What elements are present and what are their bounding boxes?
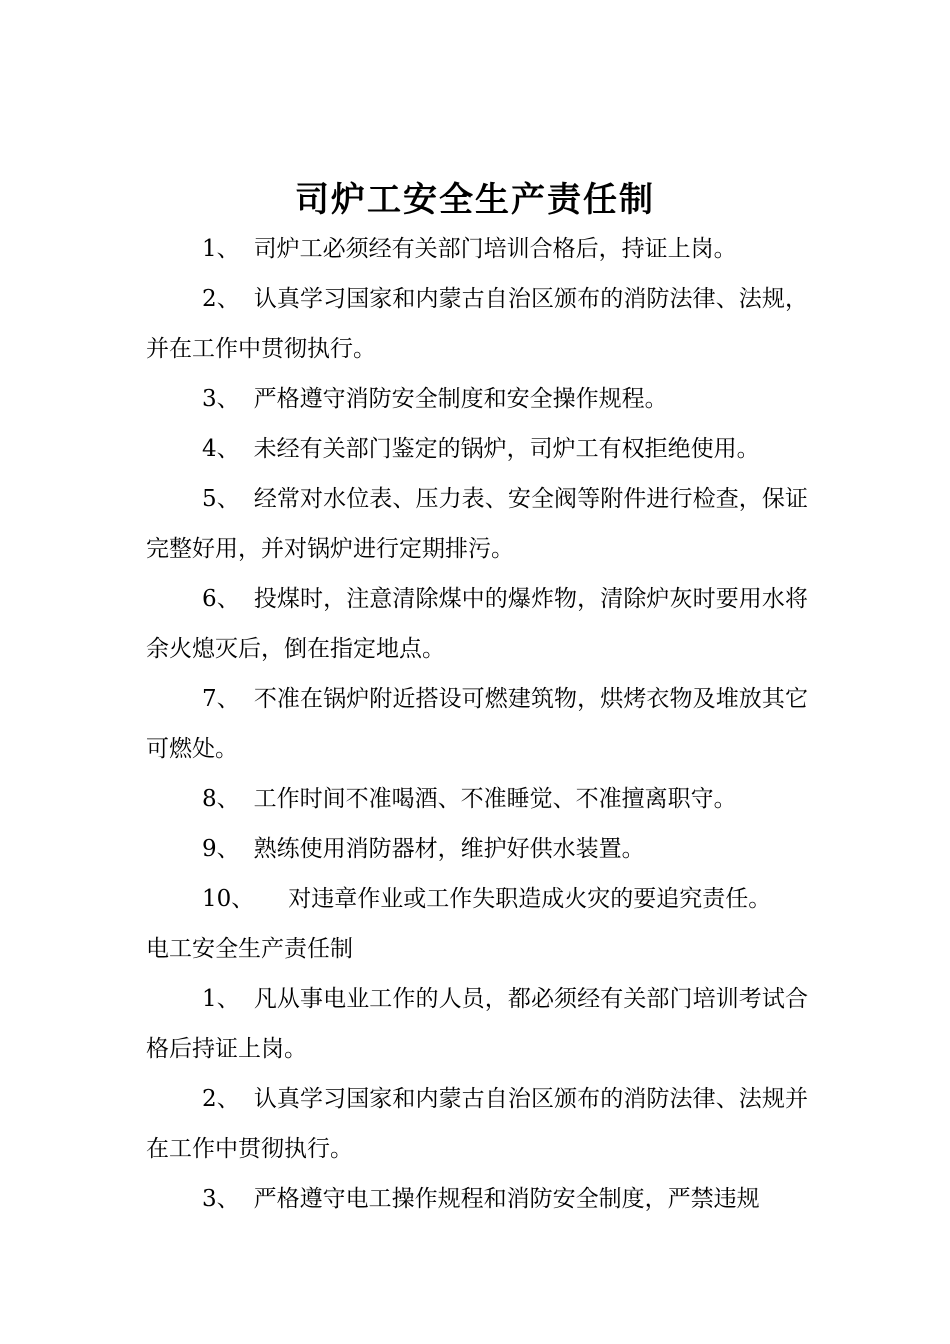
item-text: 严格遵守电工操作规程和消防安全制度，严禁违规 xyxy=(253,1186,760,1212)
item-number: 8、 xyxy=(202,786,240,812)
list-item xyxy=(146,1174,808,1224)
item-text: 严格遵守消防安全制度和安全操作规程。 xyxy=(253,386,668,412)
item-number: 2、 xyxy=(202,1086,240,1112)
item-text: 认真学习国家和内蒙古自治区颁布的消防法律、法规，并在工作中贯彻执行。 xyxy=(146,286,808,362)
list-item xyxy=(146,674,808,774)
item-text: 不准在锅炉附近搭设可燃建筑物，烘烤衣物及堆放其它可燃处。 xyxy=(146,686,808,762)
item-number: 2、 xyxy=(202,286,240,312)
item-number: 5、 xyxy=(202,486,240,512)
item-number: 10、 xyxy=(202,886,255,912)
item-text: 熟练使用消防器材，维护好供水装置。 xyxy=(253,836,645,862)
item-number: 4、 xyxy=(202,436,240,462)
item-text: 认真学习国家和内蒙古自治区颁布的消防法律、法规并在工作中贯彻执行。 xyxy=(146,1086,808,1162)
list-item xyxy=(146,474,808,574)
item-number: 1、 xyxy=(202,986,240,1012)
list-item xyxy=(146,274,808,374)
item-number: 1、 xyxy=(202,236,240,262)
item-number: 7、 xyxy=(202,686,240,712)
item-number: 6、 xyxy=(202,586,240,612)
list-item xyxy=(146,874,808,924)
item-text: 对违章作业或工作失职造成火灾的要追究责任。 xyxy=(288,886,772,912)
item-text: 未经有关部门鉴定的锅炉，司炉工有权拒绝使用。 xyxy=(253,436,760,462)
item-text: 司炉工必须经有关部门培训合格后，持证上岗。 xyxy=(253,236,737,262)
item-text: 凡从事电业工作的人员，都必须经有关部门培训考试合格后持证上岗。 xyxy=(146,986,808,1062)
document-title: 司炉工安全生产责任制 xyxy=(295,180,655,220)
item-text: 经常对水位表、压力表、安全阀等附件进行检查，保证完整好用，并对锅炉进行定期排污。 xyxy=(146,486,808,562)
item-text: 工作时间不准喝酒、不准睡觉、不准擅离职守。 xyxy=(253,786,737,812)
item-number: 3、 xyxy=(202,1186,240,1212)
list-item xyxy=(146,824,808,874)
list-item xyxy=(146,224,808,274)
item-number: 9、 xyxy=(202,836,240,862)
item-number: 3、 xyxy=(202,386,240,412)
list-item xyxy=(146,574,808,674)
list-item xyxy=(146,974,808,1074)
document-body xyxy=(146,224,808,1224)
item-text: 投煤时，注意清除煤中的爆炸物，清除炉灰时要用水将余火熄灭后，倒在指定地点。 xyxy=(146,586,808,662)
list-item xyxy=(146,424,808,474)
section-heading: 电工安全生产责任制 xyxy=(146,936,353,962)
list-item xyxy=(146,1074,808,1174)
list-item xyxy=(146,374,808,424)
list-item xyxy=(146,774,808,824)
